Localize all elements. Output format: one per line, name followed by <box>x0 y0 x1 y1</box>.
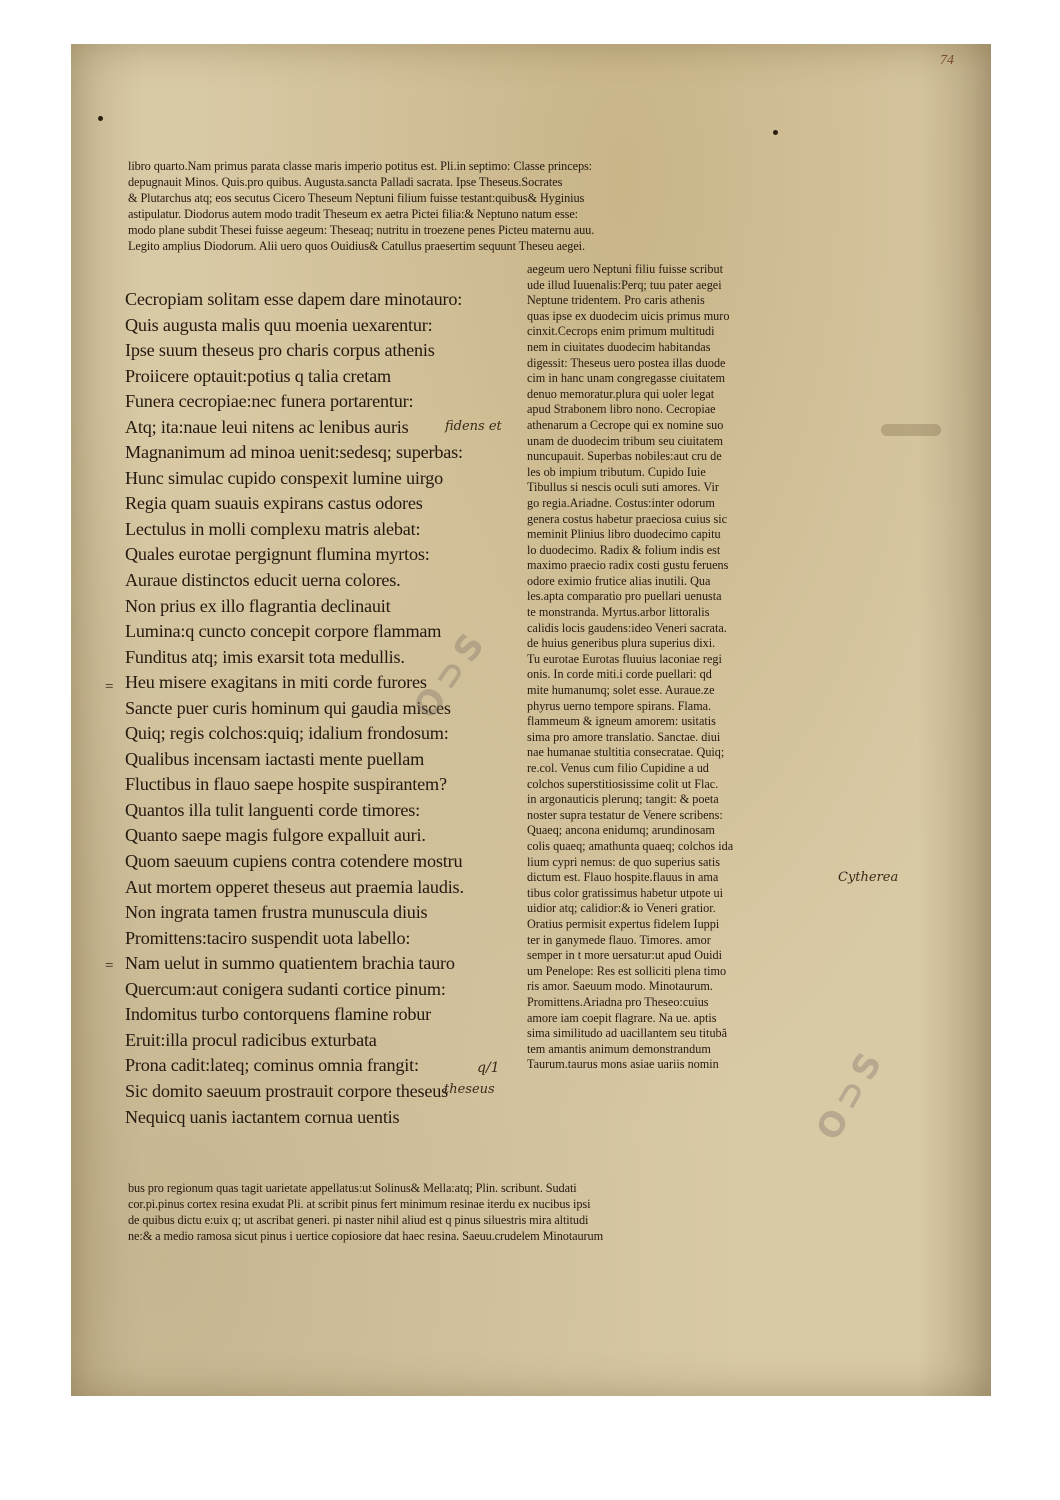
commentary-line: astipulatur. Diodorus autem modo tradit Theseum ex aetra Pictei filia:& Neptuno natum esse: <box>128 207 578 221</box>
commentary-line: Legito amplius Diodorum. Alii uero quos Ouidius& Catullus praesertim sequunt Theseu aegei. <box>128 239 585 253</box>
commentary-line: sima pro amore translatio. Sanctae. diui <box>527 729 721 744</box>
margin-mark: = <box>105 679 114 695</box>
commentary-line: flammeum & igneum amorem: usitatis <box>527 714 716 729</box>
commentary-line: meminit Plinius libro duodecimo capitu <box>527 527 721 542</box>
commentary-line: maximo praecio radix costi gustu feruens <box>527 558 729 573</box>
side-commentary-column <box>527 262 847 1073</box>
commentary-line: phyrus uerno tempore spirans. Flama. <box>527 698 712 713</box>
verse-line: Non prius ex illo flagrantia declinauit <box>125 595 391 616</box>
manuscript-page <box>71 44 991 1396</box>
commentary-line: aegeum uero Neptuni filiu fuisse scribut <box>527 262 723 276</box>
commentary-line: in argonauticis plerunq; tangit: & poeta <box>527 792 719 807</box>
verse-line: Cecropiam solitam esse dapem dare minotauro: <box>125 289 463 309</box>
verse-line: Qualibus incensam iactasti mente puellam <box>125 748 425 769</box>
ink-smudge <box>881 424 941 436</box>
handwritten-annotation: theseus <box>444 1082 495 1097</box>
commentary-line: noster supra testatur de Venere scribens: <box>527 807 723 822</box>
verse-line: Auraue distinctos educit uerna colores. <box>125 570 401 591</box>
commentary-line: uidior atq; calidior:& io Veneri gratior. <box>527 901 716 916</box>
library-stamp-watermark: O⊃S <box>405 621 496 727</box>
commentary-line: go regia.Ariadne. Costus:inter odorum <box>527 495 715 510</box>
folio-number: 74 <box>940 53 954 68</box>
bottom-commentary-block <box>128 1180 603 1244</box>
commentary-line: de quibus dictu e:uix q; ut ascribat generi. pi naster nihil aliud est q pinus siluestris mira altitudi <box>128 1213 589 1227</box>
verse-line: Eruit:illa procul radicibus exturbata <box>125 1029 377 1050</box>
verse-line: Quantos illa tulit languenti corde timores: <box>125 799 420 820</box>
commentary-line: colis quaeq; amathunta quaeq; colchos ida <box>527 838 734 853</box>
commentary-line: athenarum a Cecrope qui ex nomine suo <box>527 417 724 432</box>
verse-line: Quercum:aut conigera sudanti cortice pinum: <box>125 978 446 999</box>
verse-line: Regia quam suauis expirans castus odores <box>125 493 423 514</box>
handwritten-annotation: fidens et <box>445 419 502 434</box>
commentary-line: cinxit.Cecrops enim primum multitudi <box>527 324 715 339</box>
commentary-line: Quaeq; ancona enidumq; arundinosam <box>527 823 715 838</box>
verse-line: Funera cecropiae:nec funera portarentur: <box>125 391 414 412</box>
ink-dot <box>98 116 103 121</box>
commentary-line: sima similitudo ad uacillantem seu titubă <box>527 1026 728 1041</box>
commentary-line: Oratius permisit expertus fidelem Iuppi <box>527 916 720 931</box>
verse-line: Magnanimum ad minoa uenit:sedesq; superbas: <box>125 442 463 463</box>
commentary-line: nae humanae stultitia consecratae. Quiq; <box>527 745 725 760</box>
commentary-line: dictum est. Flauo hospite.flauus in ama <box>527 870 719 885</box>
commentary-line: apud Strabonem libro nono. Cecropiae <box>527 402 716 417</box>
commentary-line: ude illud Iuuenalis:Perq; tuu pater aegei <box>527 277 722 292</box>
commentary-line: cim in hanc unam congregasse ciuitatem <box>527 371 725 386</box>
verse-line: Lectulus in molli complexu matris alebat: <box>125 518 421 539</box>
verse-line: Proiicere optauit:potius q talia cretam <box>125 365 391 386</box>
verse-line: Prona cadit:lateq; cominus omnia frangit: <box>125 1055 419 1076</box>
commentary-line: lo duodecimo. Radix & folium indis est <box>527 542 721 557</box>
verse-line: Nam uelut in summo quatientem brachia tauro <box>125 953 455 974</box>
commentary-line: les.apta comparatio pro puellari uenusta <box>527 589 722 604</box>
commentary-line: Tibullus si nescis oculi suti amores. Vir <box>527 480 719 495</box>
commentary-line: quas ipse ex duodecim uicis primus muro <box>527 308 730 323</box>
verse-line: Hunc simulac cupido conspexit lumine uirgo <box>125 467 444 488</box>
commentary-line: digessit: Theseus uero postea illas duode <box>527 355 726 370</box>
handwritten-annotation: Cytherea <box>838 870 899 885</box>
margin-mark: = <box>105 958 114 974</box>
commentary-line: onis. In corde miti.i corde puellari: qd <box>527 667 712 682</box>
commentary-line: Neptune tridentem. Pro caris athenis <box>527 293 705 308</box>
commentary-line: ter in ganymede flauo. Timores. amor <box>527 932 711 947</box>
commentary-line: cor.pi.pinus cortex resina exudat Pli. at scribit pinus fert minimum resinae iterdu ex nucibus ipsi <box>128 1197 591 1211</box>
commentary-line: colchos superstitiosissime colit ut Flac. <box>527 776 719 791</box>
commentary-line: Taurum.taurus mons asiae uariis nomin <box>527 1057 719 1072</box>
commentary-line: les ob impium tributum. Cupido Iuie <box>527 464 706 479</box>
commentary-line: nuncupauit. Superbas nobiles:aut cru de <box>527 449 722 464</box>
commentary-line: lium cypri nemus: de quo superius satis <box>527 854 720 869</box>
commentary-line: & Plutarchus atq; eos secutus Cicero Theseum Neptuni filium fuisse testant:quibus& Hyginius <box>128 191 585 205</box>
verse-line: Funditus atq; imis exarsit tota medullis. <box>125 646 405 667</box>
ink-dot <box>773 130 778 135</box>
verse-line: Nequicq uanis iactantem cornua uentis <box>125 1106 400 1127</box>
commentary-line: calidis locis gaudens:ideo Veneri sacrata. <box>527 620 727 635</box>
library-stamp-watermark: O⊃S <box>808 1040 894 1148</box>
top-commentary-block <box>128 158 594 254</box>
verse-line: Non ingrata tamen frustra munuscula diuis <box>125 902 428 923</box>
commentary-line: um Penelope: Res est solliciti plena timo <box>527 963 727 978</box>
commentary-line: tem amantis animum demonstrandum <box>527 1041 711 1056</box>
commentary-line: Promittens.Ariadna pro Theseo:cuius <box>527 994 709 1009</box>
commentary-line: de huius generibus plura superius dixi. <box>527 636 716 651</box>
commentary-line: mite humanumq; solet esse. Auraue.ze <box>527 683 715 698</box>
verse-line: Ipse suum theseus pro charis corpus athenis <box>125 340 435 361</box>
commentary-line: modo plane subdit Thesei fuisse aegeum: Theseaq; nutritu in troezene penes Picteu maternu auu. <box>128 223 595 237</box>
commentary-line: ne:& a medio ramosa sicut pinus i uertice copiosiore dat haec resina. Saeuu.crudelem Minotaurum <box>128 1229 604 1243</box>
verse-line: Indomitus turbo contorquens flamine robur <box>125 1004 431 1025</box>
commentary-line: amore iam coepit flagrare. Na ue. aptis <box>527 1010 717 1025</box>
commentary-line: Tu eurotae Eurotas fluuius laconiae regi <box>527 651 722 666</box>
commentary-line: semper in t more uersatur:ut apud Ouidi <box>527 948 722 963</box>
verse-line: Fluctibus in flauo saepe hospite suspirantem? <box>125 774 447 795</box>
commentary-line: re.col. Venus cum filio Cupidine a ud <box>527 761 709 775</box>
commentary-line: genera costus habetur praeciosa cuius sic <box>527 511 727 526</box>
commentary-line: tibus color gratissimus habetur utpote ui <box>527 885 723 900</box>
verse-line: Quanto saepe magis fulgore expalluit auri. <box>125 825 426 846</box>
commentary-line: te monstranda. Myrtus.arbor littoralis <box>527 605 710 620</box>
verse-line: Heu misere exagitans in miti corde furores <box>125 672 427 693</box>
verse-line: Quales eurotae pergignunt flumina myrtos: <box>125 544 430 565</box>
verse-line: Atq; ita:naue leui nitens ac lenibus auris <box>125 416 409 437</box>
verse-line: Quis augusta malis quu moenia uexarentur: <box>125 314 433 335</box>
handwritten-annotation: q/1 <box>477 1060 500 1076</box>
verse-line: Sancte puer curis hominum qui gaudia misces <box>125 697 451 718</box>
commentary-line: nem in ciuitates duodecim habitandas <box>527 339 711 354</box>
verse-line: Aut mortem opperet theseus aut praemia laudis. <box>125 876 464 897</box>
commentary-line: bus pro regionum quas tagit uarietate appellatus:ut Solinus& Mella:atq; Plin. scribunt. Sudati <box>128 1181 577 1195</box>
verse-line: Quom saeuum cupiens contra cotendere mostru <box>125 851 463 872</box>
commentary-line: denuo memoratur.plura qui uoler legat <box>527 386 715 401</box>
commentary-line: unam de duodecim tribum seu ciuitatem <box>527 433 723 448</box>
verse-line: Quiq; regis colchos:quiq; idalium frondosum: <box>125 723 449 744</box>
verse-line: Sic domito saeuum prostrauit corpore theseus <box>125 1080 449 1101</box>
commentary-line: libro quarto.Nam primus parata classe maris imperio potitus est. Pli.in septimo: Classe princeps: <box>128 159 592 173</box>
verse-line: Promittens:taciro suspendit uota labello: <box>125 927 411 948</box>
commentary-line: odore eximio frutice alias inutili. Qua <box>527 573 711 588</box>
verse-line: Lumina:q cuncto concepit corpore flammam <box>125 621 442 642</box>
commentary-line: ris amor. Saeuum modo. Minotaurum. <box>527 979 713 994</box>
commentary-line: depugnauit Minos. Quis.pro quibus. Augusta.sancta Palladi sacrata. Ipse Theseus.Socrates <box>128 175 563 189</box>
